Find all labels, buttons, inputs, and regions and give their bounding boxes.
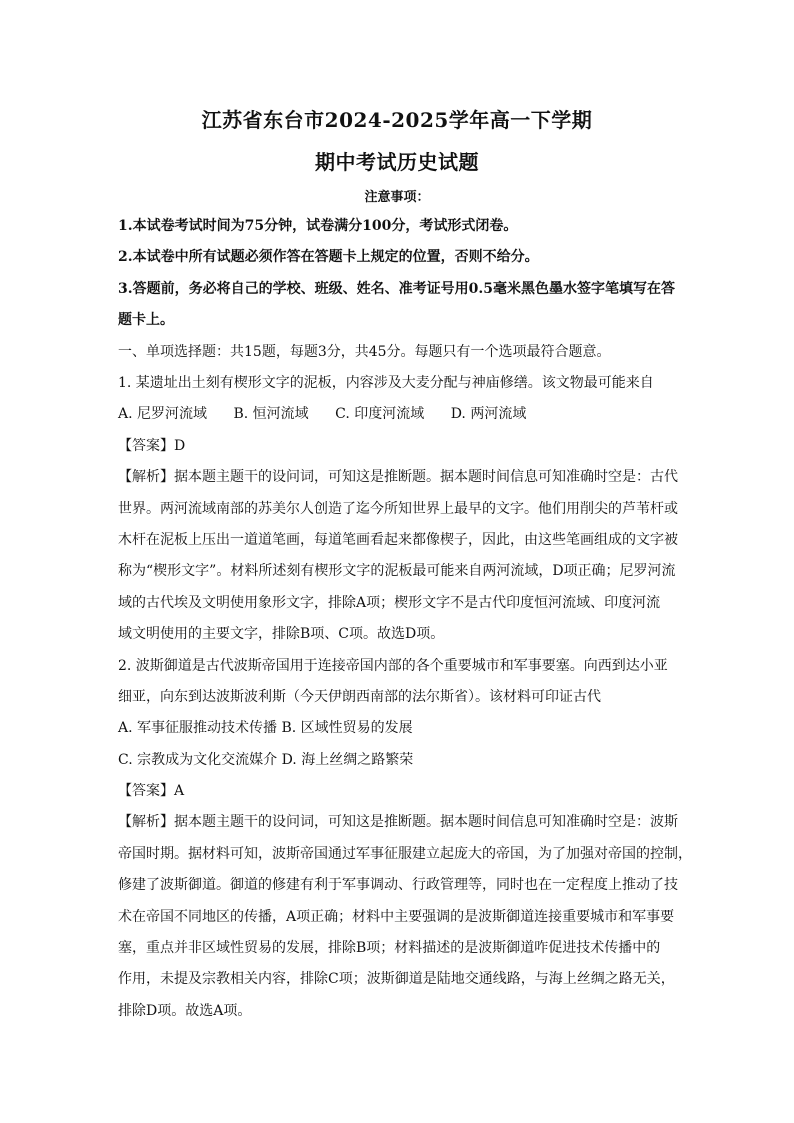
q1-option-a: A. 尼罗河流域 xyxy=(118,406,208,422)
q1-answer: 【答案】D xyxy=(118,438,186,454)
q2-analysis-line: 塞，重点并非区域性贸易的发展，排除B项；材料描述的是波斯御道咋促进技术传播中的 xyxy=(118,940,661,956)
q1-analysis-line: 称为“楔形文字”。材料所述刻有楔形文字的泥板最可能来自两河流域，D项正确；尼罗河流 xyxy=(118,563,676,579)
section-heading: 一、单项选择题：共15题，每题3分，共45分。每题只有一个选项最符合题意。 xyxy=(118,344,611,360)
q2-analysis-line: 作用，未提及宗教相关内容，排除C项；波斯御道是陆地交通线路，与海上丝绸之路无关， xyxy=(118,971,675,987)
q1-analysis-line: 【解析】据本题主题干的设问词，可知这是推断题。据本题时间信息可知准确时空是：古代 xyxy=(118,469,678,485)
exam-subtitle: 期中考试历史试题 xyxy=(315,150,479,174)
q1-option-b: B. 恒河流域 xyxy=(233,406,309,422)
notice-item-2: 2.本试卷中所有试题必须作答在答题卡上规定的位置，否则不给分。 xyxy=(118,249,539,265)
q1-options xyxy=(118,404,678,424)
q2-options-row-2: C. 宗教成为文化交流媒介 D. 海上丝绸之路繁荣 xyxy=(118,752,414,768)
q1-option-c: C. 印度河流域 xyxy=(335,406,425,422)
q1-option-d: D. 两河流域 xyxy=(450,406,527,422)
notice-item-3-cont: 题卡上。 xyxy=(118,312,174,328)
q2-answer: 【答案】A xyxy=(118,783,185,799)
notice-item-3: 3.答题前，务必将自己的学校、班级、姓名、准考证号用0.5毫米黑色墨水签字笔填写在答 xyxy=(118,281,675,297)
q1-analysis-line: 世界。两河流域南部的苏美尔人创造了迄今所知世界上最早的文字。他们用削尖的芦苇杆或 xyxy=(118,501,678,517)
q2-analysis-line: 排除D项。故选A项。 xyxy=(118,1003,252,1019)
q1-analysis-line: 域的古代埃及文明使用象形文字，排除A项；楔形文字不是古代印度恒河流域、印度河流 xyxy=(118,595,661,611)
exam-title: 江苏省东台市2024-2025学年高一下学期 xyxy=(201,108,593,132)
q2-analysis-line: 帝国时期。据材料可知，波斯帝国通过军事征服建立起庞大的帝国，为了加强对帝国的控制， xyxy=(118,846,692,862)
q2-stem-cont: 细亚，向东到达波斯波利斯（今天伊朗西南部的法尔斯省）。该材料可印证古代 xyxy=(118,689,601,705)
q2-analysis-line: 术在帝国不同地区的传播，A项正确；材料中主要强调的是波斯御道连接重要城市和军事要 xyxy=(118,909,675,925)
q2-stem: 2. 波斯御道是古代波斯帝国用于连接帝国内部的各个重要城市和军事要塞。向西到达小亚 xyxy=(118,658,668,674)
q1-stem: 1. 某遗址出土刻有楔形文字的泥板，内容涉及大麦分配与神庙修缮。该文物最可能来自 xyxy=(118,375,654,391)
q1-analysis-line: 木杆在泥板上压出一道道笔画，每道笔画看起来都像楔子，因此，由这些笔画组成的文字被 xyxy=(118,532,678,548)
notice-item-1: 1.本试卷考试时间为75分钟，试卷满分100分，考试形式闭卷。 xyxy=(118,218,518,234)
notice-heading: 注意事项： xyxy=(364,190,430,205)
q2-options-row-1: A. 军事征服推动技术传播 B. 区域性贸易的发展 xyxy=(118,720,413,736)
q2-analysis-line: 修建了波斯御道。御道的修建有利于军事调动、行政管理等，同时也在一定程度上推动了技 xyxy=(118,877,678,893)
q1-analysis-line: 域文明使用的主要文字，排除B项、C项。故选D项。 xyxy=(118,626,445,642)
q2-analysis-line: 【解析】据本题主题干的设问词，可知这是推断题。据本题时间信息可知准确时空是：波斯 xyxy=(118,814,678,830)
